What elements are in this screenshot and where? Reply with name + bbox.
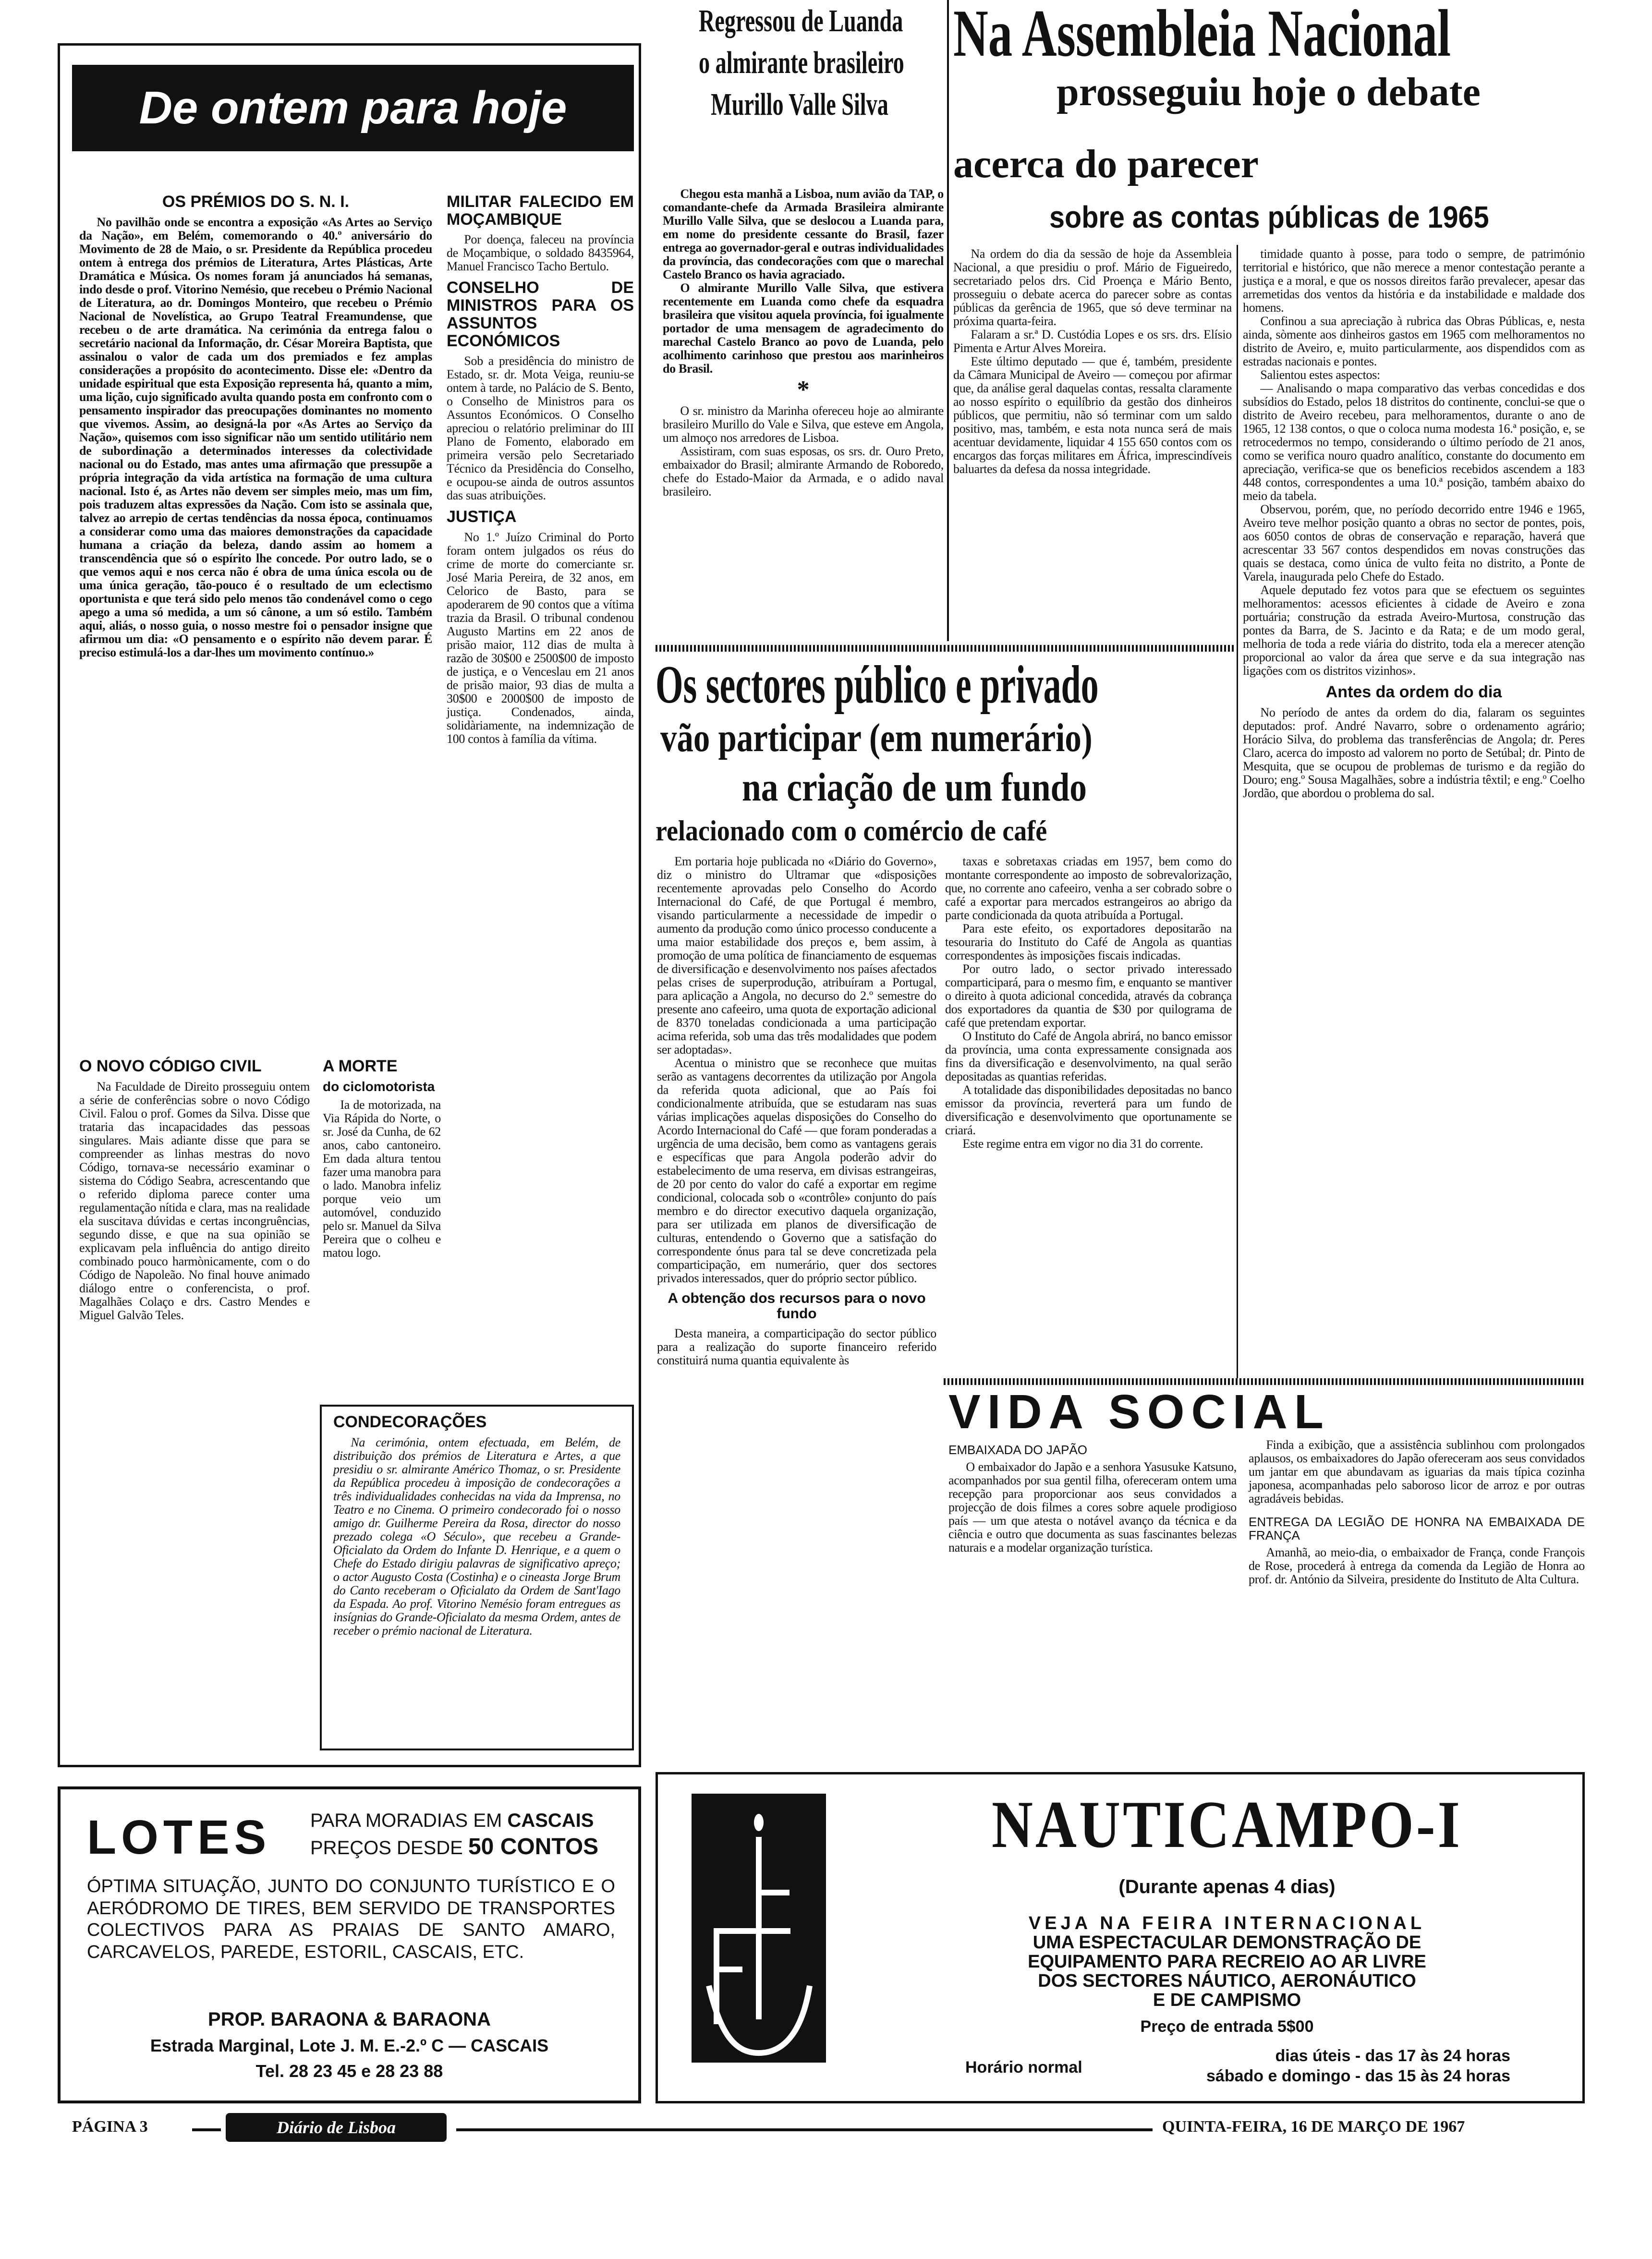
assembleia-col-a	[953, 247, 1232, 476]
assembleia-headline	[953, 0, 1587, 234]
ad-price: Preço de entrada 5$00	[1140, 2017, 1314, 2036]
section-banner: De ontem para hoje	[72, 65, 634, 151]
paragraph: Chegou esta manhã a Lisboa, num avião da TAP, o comandante-chefe da Armada Brasileira almirante Murillo Valle Silva, que se deslocou a Luanda para, em nome do presidente cessante do Brasil, fazer entrega ao governador-geral e outras individualidades da província, das condecorações com que o marechal Castelo Branco os havia agraciado.	[663, 187, 944, 281]
article-subtitle: EMBAIXADA DO JAPÃO	[948, 1443, 1087, 1457]
ad-schedule-label: Horário normal	[965, 2058, 1082, 2077]
article-regressou	[663, 187, 944, 498]
column-rule	[1237, 245, 1238, 1383]
fil-logo-icon	[692, 1794, 826, 2063]
footer-rule	[192, 2128, 221, 2131]
subheadline: sobre as contas públicas de 1965	[1049, 200, 1489, 234]
paragraph: taxas e sobretaxas criadas em 1957, bem como do montante correspondente ao imposto de sobrevalorização, que, no corrente ano cafeeiro, venha a ser cobrado sobre o café a exportar para mercados estrangeiros ao abrigo da parte condicionada da quota atribuída a Portugal.	[945, 854, 1232, 922]
subheadline: acerca do parecer	[953, 142, 1259, 186]
paragraph: Finda a exibição, que a assistência sublinhou com prolongados aplausos, os embaixadores do Japão ofereceram aos seus convidados um jantar em que abundavam as iguarias da mais típica cozinha japonesa, acompanhadas pelo saboroso licor de arroz e por outras agradáveis bebidas.	[1249, 1438, 1585, 1506]
paragraph: O sr. ministro da Marinha ofereceu hoje ao almirante brasileiro Murillo do Vale e Silva, que esteve em Angola, um almoço nos arredores de Lisboa.	[663, 404, 944, 445]
ad-title: LOTES	[87, 1810, 271, 1864]
issue-date: QUINTA-FEIRA, 16 DE MARÇO DE 1967	[1162, 2118, 1465, 2136]
footer-rule	[456, 2128, 1153, 2131]
subheadline: prosseguiu hoje o debate	[1057, 70, 1481, 114]
section-divider	[656, 645, 1234, 652]
ad-text: CASCAIS	[507, 1810, 594, 1831]
headline: Os sectores público e privado	[656, 655, 1099, 715]
ad-phone: Tel. 28 23 45 e 28 23 88	[255, 2061, 443, 2081]
ad-company: PROP. BARAONA & BARAONA	[208, 2009, 491, 2030]
article-subtitle: Antes da ordem do dia	[1325, 683, 1502, 701]
paragraph: Na Faculdade de Direito prosseguiu ontem a série de conferências sobre o novo Código Civil. Falou o prof. Gomes da Silva. Disse que trataria das incapacidades das pessoas singulares. Mais adiante disse que para se compreender as linhas mestras do novo Código, tornava-se necessário examinar o sistema do Código Seabra, acrescentando que o referido diploma parece conter uma regulamentação nítida e clara, mas na realidade ela suscitava dúvidas e certas incongruências, segundo disse, e que na sua opinião se explicavam pela influência do antigo direito combinado pouco harmònicamente, com o do Código de Napoleão. No final houve animado diálogo entre o conferencista, o prof. Magalhães Colaço e drs. Castro Mendes e Miguel Galvão Teles.	[79, 1079, 310, 1322]
article-subtitle: do ciclomotorista	[323, 1079, 435, 1094]
headline: Na Assembleia Nacional	[953, 0, 1451, 71]
paragraph: Por outro lado, o sector privado interessado comparticipará, para o mesmo fim, e enquanto se mantiver o direito à quota adicional concedida, através da cobrança dos exportadores da quantia de $30 por quilograma de café que pretendam exportar.	[945, 962, 1232, 1030]
ad-line: E DE CAMPISMO	[1153, 1990, 1301, 2010]
paragraph: Desta maneira, a comparticipação do sector público para a realização do suporte financeiro referido constituirá numa quantia equivalente às	[657, 1326, 936, 1367]
ad-line: UMA ESPECTACULAR DEMONSTRAÇÃO DE	[1032, 1932, 1421, 1953]
page-number: PÁGINA 3	[72, 2118, 148, 2136]
column-briefs	[447, 187, 634, 746]
paragraph: Sob a presidência do ministro de Estado, sr. dr. Mota Veiga, reuniu-se ontem à tarde, no Palácio de S. Bento, o Conselho de Ministros para os Assuntos Económicos. O Conselho apreciou o relatório preliminar do III Plano de Fomento, elaborado em primeira versão pelo Secretariado Técnico da Presidência do Conselho, e ocupou-se ainda de outros assuntos das suas atribuições.	[447, 354, 634, 503]
article-title: JUSTIÇA	[447, 508, 517, 526]
paragraph: Este regime entra em vigor no dia 31 do corrente.	[962, 1137, 1203, 1151]
article-subtitle: ENTREGA DA LEGIÃO DE HONRA NA EMBAIXADA DE FRANÇA	[1249, 1515, 1585, 1542]
ad-address: Estrada Marginal, Lote J. M. E.-2.º C — CASCAIS	[150, 2036, 549, 2055]
article-title: CONDECORAÇÕES	[333, 1413, 487, 1431]
paragraph: Na cerimónia, ontem efectuada, em Belém, de distribuição dos prémios de Literatura e Artes, a que presidiu o sr. almirante Américo Thomaz, o sr. Presidente da República procedeu à imposição de condecorações a três individualidades conhecidas na vida da Imprensa, no Teatro e no Cinema. O primeiro condecorado foi o nosso amigo dr. Guilherme Pereira da Rosa, director do nosso prezado colega «O Século», que recebeu a Grande-Oficialato da Ordem do Infante D. Henrique, e a quem o Chefe do Estado dirigiu palavras de significativo apreço; o actor Augusto Costa (Costinha) e o cineasta Jorge Brum do Canto receberam o Oficialato da Ordem de Sant'Iago da Espada. Ao prof. Vitorino Nemésio foram entregues as insígnias do Grande-Oficialato da mesma Ordem, antes de receber o prémio nacional de Literatura.	[333, 1435, 620, 1638]
ad-title: NAUTICAMPO-I	[991, 1787, 1463, 1862]
headline-line: Regressou de Luanda	[699, 3, 903, 38]
vida-social-col-a	[948, 1443, 1237, 1555]
article-subtitle: A obtenção dos recursos para o novo fundo	[668, 1290, 926, 1322]
paragraph: Na ordem do dia da sessão de hoje da Assembleia Nacional, a que presidiu o prof. Mário de Figueiredo, secretariado pelos drs. Cid Proença e Mário Bento, prosseguiu o debate acerca do parecer sobre as contas públicas da gerência de 1965, que só deve terminar na próxima quarta-feira.	[953, 247, 1232, 328]
article-title: O NOVO CÓDIGO CIVIL	[79, 1057, 262, 1075]
paragraph: Assistiram, com suas esposas, os srs. dr. Ouro Preto, embaixador do Brasil; almirante Armando de Roboredo, chefe do Estado-Maior da Armada, e o adido naval brasileiro.	[663, 444, 944, 498]
schedule-line: sábado e domingo - das 15 às 24 horas	[1206, 2067, 1510, 2085]
ad-text: PREÇOS DESDE	[310, 1837, 468, 1858]
headline-line: Murillo Valle Silva	[711, 87, 888, 122]
paragraph: Salientou estes aspectos:	[1260, 368, 1380, 382]
paragraph: Observou, porém, que, no período decorrido entre 1946 e 1965, Aveiro teve melhor posição quanto a obras no sector de pontes, pois, aos 6050 contos de obras de conservação e reparação, haverá que acrescentar 33 567 contos despendidos em novas construções das quais se destaca, como única de vulto feita no distrito, a Ponte de Varela, inaugurada pelo Chefe do Estado.	[1243, 502, 1585, 583]
lotes-ad	[58, 1786, 641, 2103]
assembleia-col-b	[1243, 247, 1585, 800]
article-morte	[323, 1052, 441, 1260]
article-premios	[79, 187, 432, 659]
paragraph: Confinou a sua apreciação à rubrica das Obras Públicas, e, nesta ainda, sòmente aos dinheiros gastos em 1965 com melhoramentos no distrito de Aveiro, e, muito particularmente, aos dispendidos com as estradas nacionais e pontes.	[1243, 314, 1585, 368]
separator: *	[797, 376, 810, 403]
article-title: A MORTE	[323, 1057, 398, 1075]
ad-text: 50 CONTOS	[468, 1834, 599, 1859]
nauticampo-ad	[656, 1772, 1585, 2103]
paragraph: No 1.º Juízo Criminal do Porto foram ontem julgados os réus do crime de morte do comerciante sr. José Maria Pereira, de 32 anos, em Celorico de Basto, para se apoderarem de 90 contos que a vítima trazia da Brasil. O tribunal condenou Augusto Martins em 22 anos de prisão maior, 112 dias de multa à razão de 30$00 e 2500$00 de imposto de justiça, e o Venceslau em 21 anos de prisão maior, 93 dias de multa a 30$00 e 2000$00 de imposto de justiça. Condenados, ainda, solidàriamente, na indemnização de 100 contos à família da vítima.	[447, 530, 634, 746]
sectores-headline	[656, 655, 1232, 850]
section-divider	[944, 1378, 1585, 1385]
ad-subtitle: (Durante apenas 4 dias)	[1118, 1876, 1336, 1897]
paragraph: Este último deputado — que é, também, presidente da Câmara Municipal de Aveiro — começou por afirmar que, da análise geral daquelas contas, ressalta claramente ao nosso espírito o equilíbrio da gestão dos dinheiros públicos, que permitiu, não só terminar com um saldo positivo, mas, também, e esta nota nunca será de mais acentuar devidamente, liquidar 4 155 650 contos com os encargos das forças militares em África, imprescindíveis baluartes da defesa da nossa integridade.	[953, 354, 1232, 476]
column-rule	[947, 0, 949, 641]
article-title: OS PRÉMIOS DO S. N. I.	[162, 193, 350, 211]
paragraph: timidade quanto à posse, para todo o sempre, de património territorial e histórico, que não merece a menor contestação perante a justiça e a moral, e que os nossos direitos farão prevalecer, apesar das arremetidas dos ventos da história e da instabilidade e maldade dos homens.	[1243, 247, 1585, 315]
fil-logo	[692, 1794, 826, 2063]
article-title: MILITAR FALECIDO EM MOÇAMBIQUE	[447, 193, 634, 229]
ad-schedule	[1206, 2046, 1510, 2086]
paragraph: O almirante Murillo Valle Silva, que estivera recentemente em Luanda como chefe da esquadra brasileira que visitou aquela província, foi igualmente portador de uma mensagem de agradecimento do marechal Castelo Branco ao povo de Luanda, pelo acolhimento carinhoso que prestou aos marinheiros do Brasil.	[663, 281, 944, 376]
paragraph: Aquele deputado fez votos para que se efectuem os seguintes melhoramentos: acessos eficientes à cidade de Aveiro e zona portuária; construção da estrada Aveiro-Murtosa, construção das pontes da Barra, de S. Jacinto e da Rata; e de um modo geral, melhoria de toda a rede viária do distrito, toda ela a merecer atenção proporcional ao valor da área que serve e da sua integração nas ligações com os distritos vizinhos».	[1243, 583, 1585, 678]
sectores-col-b	[945, 855, 1232, 1151]
paragraph: Falaram a sr.ª D. Custódia Lopes e os srs. drs. Elísio Pimenta e Artur Alves Moreira.	[953, 328, 1232, 355]
paragraph: O Instituto do Café de Angola abrirá, no banco emissor da província, uma conta expressamente consignada aos fins da diversificação e desenvolvimento, na qual serão depositadas as quantias referidas.	[945, 1029, 1232, 1083]
sectores-col-a	[657, 855, 936, 1367]
ad-line: DOS SECTORES NÁUTICO, AERONÁUTICO	[1038, 1971, 1416, 1991]
headline: relacionado com o comércio de café	[656, 815, 1047, 847]
headline-line: o almirante brasileiro	[699, 45, 904, 81]
newspaper-logo: Diário de Lisboa	[226, 2113, 447, 2142]
section-title: VIDA SOCIAL	[948, 1385, 1330, 1439]
ad-body: ÓPTIMA SITUAÇÃO, JUNTO DO CONJUNTO TURÍSTICO E O AERÓDROMO DE TIRES, BEM SERVIDO DE TRANSPORTES COLECTIVOS PARA AS PRAIAS DE SANTO AMARO, CARCAVELOS, PAREDE, ESTORIL, CASCAIS, ETC.	[87, 1876, 615, 1962]
ad-text: PARA MORADIAS EM	[310, 1810, 508, 1831]
headline: na criação de um fundo	[742, 765, 1087, 810]
regressou-headline	[699, 0, 904, 125]
schedule-line: dias úteis - das 17 às 24 horas	[1275, 2047, 1510, 2065]
ad-line: EQUIPAMENTO PARA RECREIO AO AR LIVRE	[1028, 1952, 1426, 1972]
paragraph: O embaixador do Japão e a senhora Yasusuke Katsuno, acompanhados por sua gentil filha, ofereceram ontem uma recepção para proporcionar aos seus convidados a projecção de dois filmes a cores sobre aquele prodigioso país — um que atesta o notável avanço da técnica e da ciência e outro que documenta as suas fascinantes belezas naturais e a modelar organização turística.	[948, 1460, 1237, 1555]
paragraph: Acentua o ministro que se reconhece que muitas serão as vantagens decorrentes da utilização por Angola da referida quota adicional, que ao País foi condicionalmente atribuída, que se estudaram nas suas várias implicações aquelas disposições do Conselho do Acordo Internacional do Café — que foram ponderadas a urgência de uma decisão, bem como as vantagens gerais e específicas que para Angola poderão advir do estabelecimento de uma reserva, em divisas estrangeiras, de 20 por cento do valor do café a exportar em regime condicional, colocada sob o «contrôle» conjunto do país membro e do director executivo daquela organização, para ser utilizada em planos de diversificação de culturas, entendendo o Governo que a satisfação do correspondente ónus para tal se deve concretizada pela comparticipação, em numerário, quer dos sectores privados interessados, quer do próprio sector público.	[657, 1056, 936, 1285]
ad-body	[884, 1914, 1570, 2010]
article-codigo-civil	[79, 1052, 310, 1322]
paragraph: A totalidade das disponibilidades depositadas no banco emissor da província, reverterá para um fundo de diversificação e desenvolvimento que oportunamente se criará.	[945, 1083, 1232, 1137]
paragraph: — Analisando o mapa comparativo das verbas concedidas e dos subsídios do Estado, pelos 18 distritos do continente, conclui-se que o distrito de Aveiro recebeu, para melhoramentos, durante o ano de 1965, 12 138 contos, o que o coloca numa modesta 16.ª posição, e, se retrocedermos no tempo, considerando o último período de 21 anos, como se verifica nouro quadro analítico, constante do documento em apreciação, verifica-se que os beneficios recebidos ascendem a 183 448 contos, correspondentes a uma 10.ª posição, também abaixo do meio da tabela.	[1243, 381, 1585, 503]
paragraph: No período de antes da ordem do dia, falaram os seguintes deputados: prof. André Navarro, sobre o ordenamento agrário; Horácio Silva, do problema das transferências de Angola; dr. Peres Claro, acerca do imposto ad valorem no porto de Setúbal; dr. Pinto de Mesquita, que se ocupou de problemas de turismo e da região do Douro; eng.º Sousa Magalhães, sobre a indústria têxtil; e eng.º Coelho Jordão, que abordou o problema do sal.	[1243, 705, 1585, 800]
headline: vão participar (em numerário)	[660, 716, 1093, 760]
paragraph: No pavilhão onde se encontra a exposição «As Artes ao Serviço da Nação», em Belém, comemorando o 40.º aniversário do Movimento de 28 de Maio, o sr. Presidente da República procedeu ontem à entrega dos prémios de Literatura, Artes Plásticas, Arte Dramática e Música. Os nomes foram já anunciados há semanas, indo desde o prof. Vitorino Nemésio, que recebeu o Prémio Nacional de Literatura, ao dr. Domingos Monteiro, que recebeu o Prémio Nacional de Novelística, ao Grupo Teatral Freamundense, que recebeu o de arte dramática. Na cerimónia da entrega falou o secretário nacional da Informação, dr. César Moreira Baptista, que assinalou o valor de cada um dos premiados e fez amplas considerações a propósito do acontecimento. Disse ele: «Dentro da unidade espiritual que esta Exposição representa há, quanto a mim, uma lição, cujo significado avulta quando posta em confronto com o pensamento inspirador das preocupações dominantes no momento que vivemos. Assim, ao designá-la por «As Artes ao Serviço da Nação», quisemos com isso significar não um sentido utilitário nem de subordinação a determinados interesses da colectividade nacional ou do Estado, mas antes uma afirmação que pressupõe a própria integração da vida artística na formação de uma cultura nacional. Isto é, as Artes não devem ser simples meio, mas um fim, pois traduzem altas expressões da Nação. Com isto se assinala que, talvez ao arrepio de certas tendências da nossa época, continuamos a considerar como uma das maiores demonstrações da capacidade humana a criação da beleza, dando assim ao homem a transcendência que só o espírito lhe concede. Por outro lado, se o que vemos aqui e nos cerca não é obra de uma única escola ou de uma única geração, tão-pouco é o resultado de um eclectismo oportunista e que terá sido pelo menos tão condenável como o cego apego a uma só medida, a um só cânone, a um só estilo. Também aqui, aliás, o nosso guia, o nosso mestre foi o pensador insigne que afirmou um dia: «O pensamento e o espírito não devem parar. É preciso estimulá-los a dar-lhes um movimento contínuo.»	[79, 215, 432, 659]
condecoracoes-box	[320, 1405, 634, 1750]
paragraph: Em portaria hoje publicada no «Diário do Governo», diz o ministro do Ultramar que «disposições recentemente aprovadas pelo Conselho do Acordo Internacional do Café, de que Portugal é membro, visando particularmente a necessidade de impedir o aumento da produção como único processo conducente a uma maior estabilidade dos preços e, bem assim, à promoção de uma política de financiamento de esquemas de diversificação e desenvolvimento nos países afectados pelas crises de superprodução, atribuíram a Portugal, para aplicação a Angola, no decurso do 2.º semestre do presente ano cafeeiro, uma quota de exportação adicional de 8370 toneladas condicionada a uma participação acima referida, sob uma das três modalidades que podem ser adoptadas».	[657, 854, 936, 1057]
paragraph: Amanhã, ao meio-dia, o embaixador de França, conde François de Rose, procederá à entrega da comenda da Legião de Honra ao prof. dr. António da Silveira, presidente do Instituto de Alta Cultura.	[1249, 1545, 1585, 1586]
paragraph: Por doença, faleceu na província de Moçambique, o soldado 8435964, Manuel Francisco Tacho Bertulo.	[447, 232, 634, 274]
paragraph: Ia de motorizada, na Via Rápida do Norte, o sr. José da Cunha, de 62 anos, cabo cantoneiro. Em dada altura tentou fazer uma manobra para o lado. Manobra infeliz porque veio um automóvel, conduzido pelo sr. Manuel da Silva Pereira que o colheu e matou logo.	[323, 1097, 441, 1260]
vida-social-col-b	[1249, 1438, 1585, 1586]
article-title: CONSELHO DE MINISTROS PARA OS ASSUNTOS ECONÓMICOS	[447, 279, 634, 350]
ad-line: VEJA NA FEIRA INTERNACIONAL	[1028, 1913, 1426, 1933]
paragraph: Para este efeito, os exportadores depositarão na tesouraria do Instituto do Café de Angola as quantias correspondentes às imposições fiscais indicadas.	[945, 922, 1232, 962]
